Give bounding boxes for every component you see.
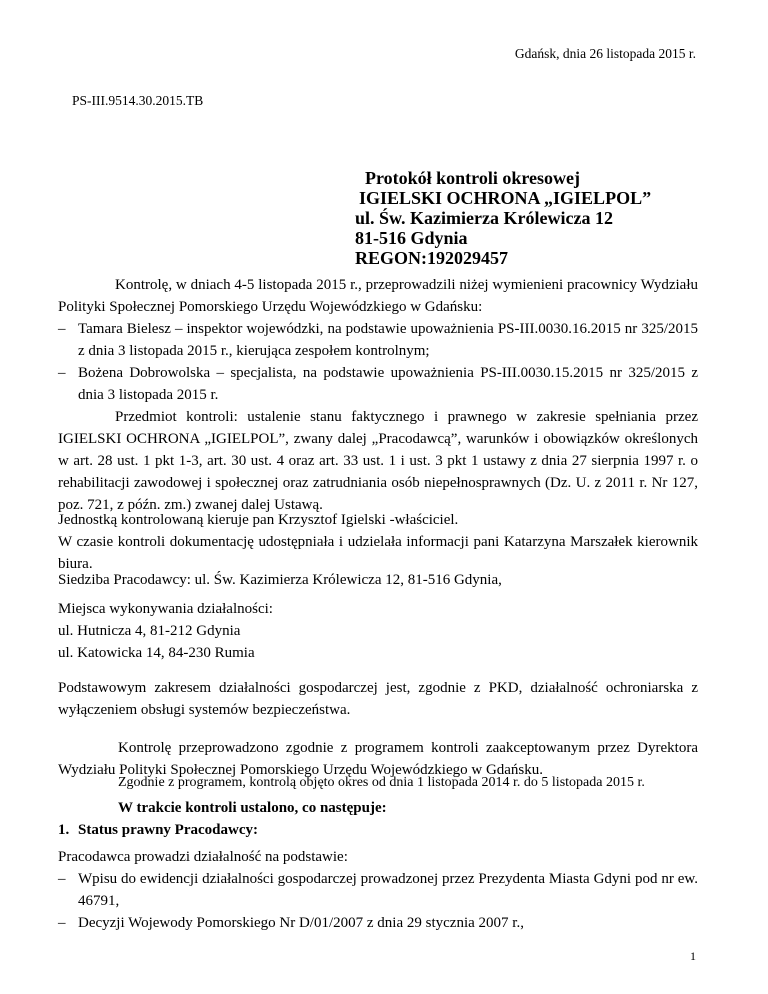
findings-heading: W trakcie kontroli ustalono, co następuje: [118,800,387,816]
location-item: ul. Katowicka 14, 84-230 Rumia [58,645,255,661]
legal-basis-intro: Pracodawca prowadzi działalność na podstawie: [58,849,348,865]
page-number: 1 [690,949,696,963]
document-title [355,168,651,268]
title-line-1: Protokół kontroli okresowej [365,168,580,188]
intro-section [58,274,698,406]
reference-number: PS-III.9514.30.2015.TB [72,93,204,108]
seat-line: Siedziba Pracodawcy: ul. Św. Kazimierza Królewicza 12, 81-516 Gdynia, [58,572,502,588]
management-section [58,509,698,575]
locations-heading: Miejsca wykonywania działalności: [58,601,273,617]
inspector-2: Bożena Dobrowolska – specjalista, na podstawie upoważnienia PS-III.0030.15.2015 nr 325/2015 z dnia 3 listopada 2015 r. [78,365,698,403]
legal-basis-2: Decyzji Wojewody Pomorskiego Nr D/01/2007 z dnia 29 stycznia 2007 r., [78,915,524,931]
list-item: – Wpisu do ewidencji działalności gospodarczej prowadzonej przez Prezydenta Miasta Gdyni pod nr ew. 46791, [58,871,698,909]
management-line-1: Jednostką kontrolowaną kieruje pan Krzysztof Igielski -właściciel. [58,512,459,528]
legal-basis-section [58,846,698,934]
subject-paragraph: Przedmiot kontroli: ustalenie stanu faktycznego i prawnego w zakresie spełniania przez IGIELSKI OCHRONA „IGIELPOL”, zwany dalej „Pracodawcą”, warunków i obowiązków określonych w art. 28 ust. 1 pkt 1-3, art. 30 ust. 4 oraz art. 33 ust. 1 i ust. 3 pkt 1 ustawy z dnia 27 sierpnia 1997 r. o rehabilitacji zawodowej i społecznej oraz zatrudniania osób niepełnosprawnych (Dz. U. z 2011 r. Nr 127, poz. 721, z późn. zm.) zwanej dalej Ustawą. [58,409,698,513]
management-line-2: W czasie kontroli dokumentację udostępniała i udzielała informacji pani Katarzyna Marszałek kierownik biura. [58,534,698,572]
dateline: Gdańsk, dnia 26 listopada 2015 r. [514,46,696,61]
title-line-4: 81-516 Gdynia [355,228,468,248]
title-line-2: IGIELSKI OCHRONA „IGIELPOL” [359,188,652,208]
list-item: – Tamara Bielesz – inspektor wojewódzki, na podstawie upoważnienia PS-III.0030.16.2015 nr 325/2015 z dnia 3 listopada 2015 r., kierująca zespołem kontrolnym; [58,321,698,359]
subject-section [58,406,698,516]
list-item: – Decyzji Wojewody Pomorskiego Nr D/01/2007 z dnia 29 stycznia 2007 r., [58,915,524,931]
program-paragraph: Kontrolę przeprowadzono zgodnie z programem kontroli zaakceptowanym przez Dyrektora Wydziału Polityki Społecznej Pomorskiego Urzędu Wojewódzkiego w Gdańsku. [58,740,698,778]
legal-basis-1: Wpisu do ewidencji działalności gospodarczej prowadzonej przez Prezydenta Miasta Gdyni pod nr ew. 46791, [78,871,698,909]
scope-section [58,677,698,721]
intro-paragraph: Kontrolę, w dniach 4-5 listopada 2015 r., przeprowadzili niżej wymienieni pracownicy Wydziału Polityki Społecznej Pomorskiego Urzędu Wojewódzkiego w Gdańsku: [58,277,698,315]
seat-section [58,569,698,591]
section-heading [58,819,698,841]
title-line-3: ul. Św. Kazimierza Królewicza 12 [355,208,613,228]
list-item: – Bożena Dobrowolska – specjalista, na podstawie upoważnienia PS-III.0030.15.2015 nr 325/2015 z dnia 3 listopada 2015 r. [58,365,698,403]
period-section [58,772,698,794]
period-paragraph: Zgodnie z programem, kontrolą objęto okres od dnia 1 listopada 2014 r. do 5 listopada 2015 r. [118,775,645,790]
inspector-1: Tamara Bielesz – inspektor wojewódzki, na podstawie upoważnienia PS-III.0030.16.2015 nr 325/2015 z dnia 3 listopada 2015 r., kierująca zespołem kontrolnym; [78,321,698,359]
locations-section [58,598,698,664]
findings-section [58,797,698,841]
section-number: 1. [58,822,70,838]
title-line-5: REGON:192029457 [355,248,508,268]
location-item: ul. Hutnicza 4, 81-212 Gdynia [58,623,241,639]
scope-paragraph: Podstawowym zakresem działalności gospodarczej jest, zgodnie z PKD, działalność ochroniarska z wyłączeniem obsługi systemów bezpieczeństwa. [58,680,698,718]
section-title: Status prawny Pracodawcy: [78,822,258,838]
